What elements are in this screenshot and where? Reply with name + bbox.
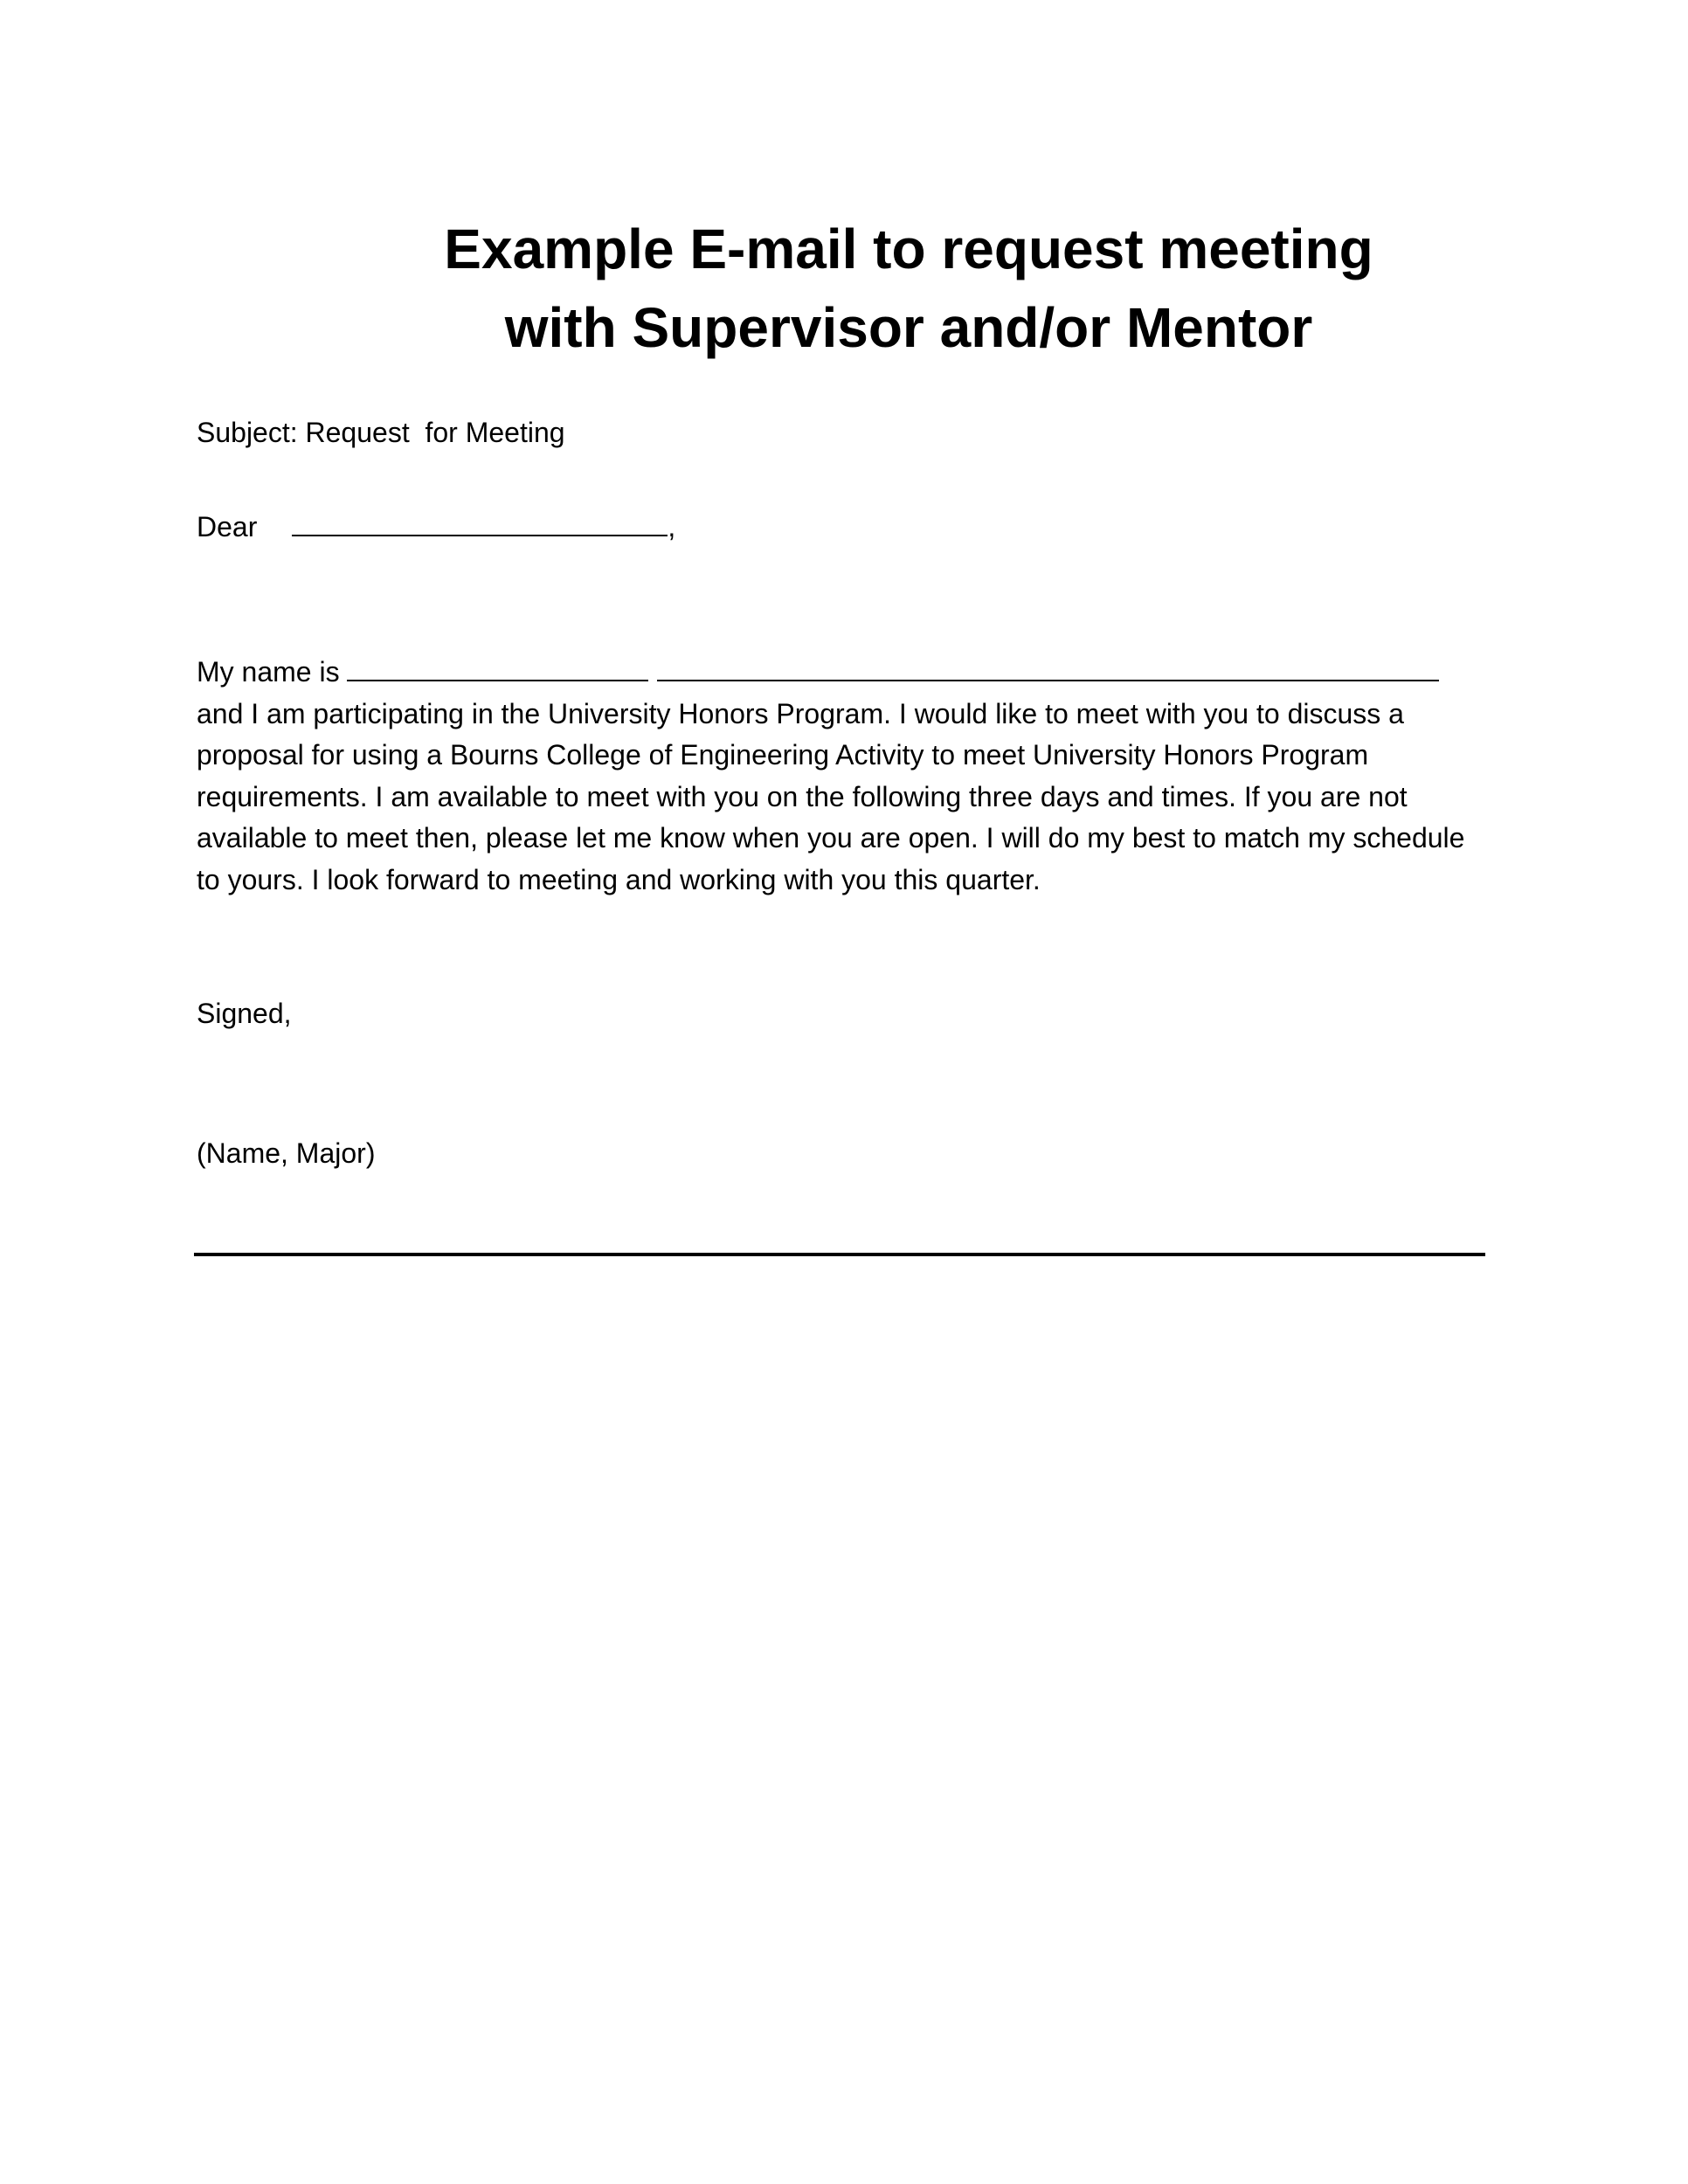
name-major-placeholder: (Name, Major) <box>197 1137 376 1169</box>
subject-line: Subject: Request for Meeting <box>197 417 565 448</box>
body-line: and I am participating in the University Honors Program. I would like to meet with you to discuss a <box>197 697 1404 729</box>
body-line: requirements. I am available to meet with you on the following three days and times. If you are not <box>197 780 1408 812</box>
body-line: to yours. I look forward to meeting and working with you this quarter. <box>197 863 1041 895</box>
body-line: available to meet then, please let me know when you are open. I will do my best to match my schedule <box>197 822 1465 854</box>
title-line-1: Example E-mail to request meeting <box>444 218 1373 280</box>
dear-comma: , <box>668 511 676 543</box>
page-title <box>367 210 1450 367</box>
signed-closing: Signed, <box>197 998 292 1029</box>
first-name-blank <box>347 650 648 681</box>
body-first-line <box>197 650 1507 694</box>
body-line: proposal for using a Bourns College of Engineering Activity to meet University Honors Program <box>197 739 1369 771</box>
salutation <box>197 503 675 548</box>
dear-label: Dear <box>197 511 258 543</box>
name-prefix: My name is <box>197 656 340 688</box>
recipient-name-blank <box>292 503 668 536</box>
horizontal-divider <box>194 1253 1485 1256</box>
title-line-2: with Supervisor and/or Mentor <box>504 296 1313 359</box>
last-name-blank <box>657 650 1439 681</box>
email-body <box>197 650 1507 901</box>
